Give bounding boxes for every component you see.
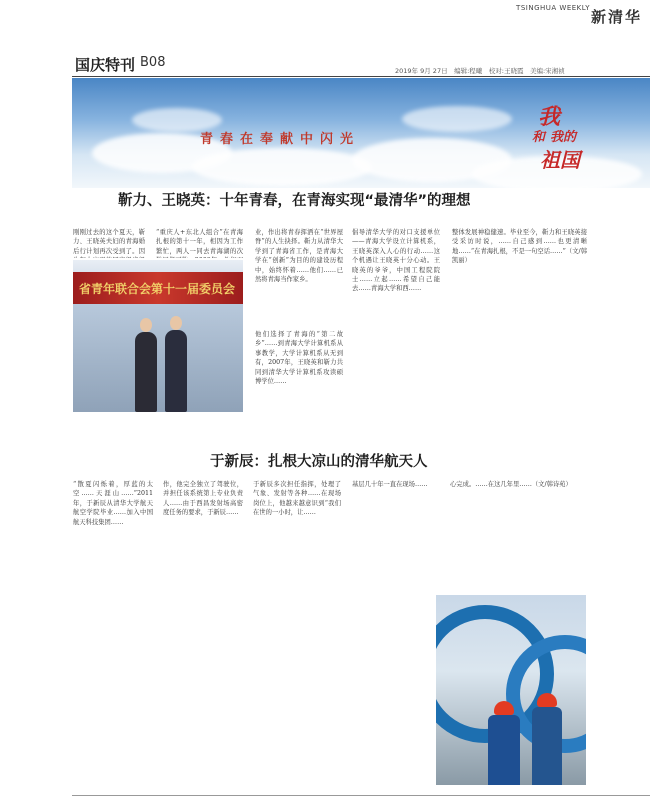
photo-banner-text: 省青年联合会第十一届委员会	[79, 282, 236, 296]
article1-column-5: 倡导清华大学的对口支援单位——青海大学设立计算机系，王晓英深入人心的行动……这个机遇让王晓英十分心动。王晓英的爷爷，中国工程院院士……立起……希望自己能去……青海大学和西……	[352, 229, 440, 293]
footer-rule	[72, 795, 650, 796]
article2-column-5: 心完成。……在这几年里……（文/韩诗苑）	[450, 481, 572, 488]
person-left	[135, 332, 157, 412]
article1-column-4: 他们选择了青海的“第二故乡”……到青海大学计算机系从事教学，大学计算机系从无到有，2007年，王晓英和靳力共同到清华大学计算机系攻读硕博学位……	[255, 331, 343, 386]
article1-column-1: 刚刚过去的这个夏天，靳力、王晓英夫妇的青海婚后行计划再次受到了。因	[73, 229, 145, 255]
article1-photo	[73, 260, 243, 412]
hero-slogan: 青春在奉献中闪光	[200, 132, 361, 147]
article2-column-1: “散夏闪烁着，厚蓝的太空……天涯山……”2011年，于新辰从清华大学航天航空学院毕业……加入中国航天科技集团……	[73, 481, 153, 526]
page-number: B08	[140, 55, 166, 70]
article2-column-4: 基层几十年一直在现场……	[352, 481, 428, 488]
person-right	[165, 330, 187, 412]
article1-column-3: 业，作出将青春挥洒在“世界屋脊”的人生抉择。靳力从清华大学到了青海省工作，是青海大学在“创新”为目的的建设历程中，始终怀着……他们……已然将青海当作家乡。	[255, 229, 343, 284]
brand-english: TSINGHUA WEEKLY	[516, 4, 590, 12]
section-title: 国庆特刊	[75, 56, 136, 74]
article1-column-2: “重庆人+东北人组合”在青海扎根的第十一年，相因为工作繁忙，两人一同去青海湖的次	[156, 229, 243, 255]
article2-column-3: 于新辰多次担任指挥，处理了气象、发射等各种……在现场岗位上，他越来越意识到“我们在世的一小时，让……	[253, 481, 341, 517]
article2-headline: 于新辰：扎根大凉山的清华航天人	[210, 454, 428, 470]
article1-headline: 靳力、王晓英：十年青春，在青海实现“最清华”的理想	[118, 193, 471, 209]
article1-column-6: 整体发展神稳健速。毕业至今，靳力和王晓英接受采访时说，……自己感到……也更清晰地……“在青海扎根，不是一句空话……”（文/韩凯丽）	[452, 229, 587, 265]
patriotic-stamp-logo: 我 和 我的 祖国	[532, 104, 580, 172]
article2-column-2: 作，他完全独立了驾驶位，并担任该系统第上专业负责人……由于西昌发射场高密度任务的要求，于新辰……	[163, 481, 243, 517]
brand-chinese: 新清华	[590, 8, 642, 26]
publication-meta: 2019年 9月 27日 编辑:程曦 校对:王晓霞 美编:宋湘祯	[395, 67, 565, 75]
article2-photo	[436, 595, 586, 785]
masthead-rule	[72, 76, 650, 77]
